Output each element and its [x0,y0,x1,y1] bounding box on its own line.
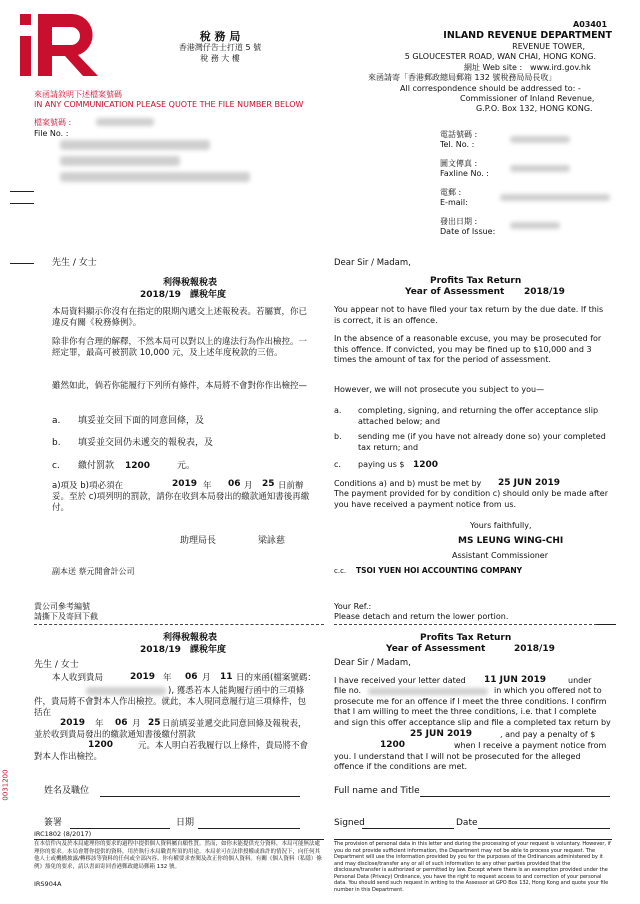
fold-mark [596,624,616,625]
slip-year-en: 2018/19 [514,644,555,654]
slip-pay-penalty-en: , and pay a penalty of $ [500,730,596,739]
deadline-y-zh: 年 [203,481,212,491]
year-zh: 2018/19 [140,290,181,300]
website-link[interactable]: www.ird.gov.hk [530,63,591,72]
year-label-zh: 課稅年度 [190,290,227,300]
cc-zh: 副本送 蔡元開會計公司 [52,567,135,576]
issue-date-redacted [510,222,560,229]
slip-year-label-zh: 課稅年度 [190,645,227,655]
footer-rule [334,839,612,840]
penalty-amount-en: 1200 [413,460,439,470]
slip-under-en: under [568,676,592,685]
form-number-2: IRS904A [34,880,62,888]
closing-en: Yours faithfully, [470,521,532,530]
side-serial-code: 0031200 [1,769,10,801]
website-label: 網址 Web site : [464,63,523,72]
slip-m2-zh: 月 [132,719,141,729]
sign-label-en: Signed [334,818,365,828]
slip-y2-zh: 年 [95,719,104,729]
address-zh-line2: 稅 務 大 樓 [200,54,240,63]
slip-deadline-date-en: 25 JUN 2019 [410,729,473,739]
slip-year-label-en: Year of Assessment [386,644,486,654]
cond-a-label-en: a. [334,406,342,415]
para2-zh: 除非你有合理的解釋，不然本局可以對以上的違法行為作出檢控。一經定罪，最高可被罰款 10,000 元，及上述年度稅款的三倍。 [52,337,308,358]
slip-conditions-zh: ), 獲悉若本人能夠履行函中的三項條件，貴局將不會對本人作出檢控。就此，本人現同意履行這三項條件，包括在 [34,686,307,718]
slip-letter-year-zh: 2019 [130,672,156,682]
slip-salutation-en: Dear Sir / Madam, [334,658,411,668]
para3-zh: 雖然如此，倘若你能履行下列所有條件，本局將不會對你作出檢控— [52,381,308,391]
para2-en: In the absence of a reasonable excuse, you may be prosecuted for this offence. If convicted, you may be fined up to $10,000 and 3 times the amount of tax for the period of assessment. [334,334,602,364]
sign-label-zh: 簽署 [44,818,63,828]
addressee-redacted [60,156,180,166]
slip-received-en: I have received your letter dated [334,676,466,685]
deadline-m-zh: 月 [244,481,253,491]
fax-label-en: Faxline No. : [440,169,490,178]
cond-c-zh: 繳付罰款 [78,461,115,471]
cond-c-label-zh: c. [52,461,60,471]
title-en: Profits Tax Return [430,276,522,286]
sign-line-en [362,828,454,829]
reply-address-en-2: Commissioner of Inland Revenue, [460,94,595,103]
name-label-zh: 姓名及職位 [44,786,90,796]
slip-m-zh: 月 [202,673,211,683]
privacy-notice-zh: 在本信件內及於本局處理你的要求的過程中提供個人資料屬自願性質。然而，如你未能提供充分資料，本局可能無法處理你的要求。本局會將你提供的資料，用於執行本局職責所須的用途。本局並可在法律授權或准許的情況下，向任何其他人士或機構披露/轉移該等資料的任何或全部內容。你有權要求查閱及改正你的個人資料。有關《個人資料（私隱）條例》豁免的要求，請以書面寄回香港郵政總局郵箱 132 號。 [34,841,322,870]
date-line-zh [198,828,300,829]
slip-penalty-zh: 日前填妥並遞交此同意回條及報稅表，並於收到貴局發出的繳款通知書後繳付罰款 [34,719,307,740]
deadline-year-zh: 2019 [172,479,198,489]
issue-date-label-en: Date of Issue: [440,227,496,236]
sign-line-zh [70,828,170,829]
address-en-line2: 5 GLOUCESTER ROAD, WAN CHAI, HONG KONG. [404,52,596,61]
form-code: A03401 [573,20,608,29]
fold-mark [10,191,34,192]
reply-address-en-1: All correspondence should be addressed to: - [400,84,581,93]
issue-date-label-zh: 發出日期 : [440,217,478,226]
tel-label-en: Tel. No. : [440,140,475,149]
signer-name-en: MS LEUNG WING-CHI [458,536,564,546]
cond-a-zh: 填妥並交回下面的同意回條，及 [78,416,205,426]
penalty-amount-zh: 1200 [125,461,151,471]
slip-y-zh: 年 [163,673,172,683]
slip-deadline-day-zh: 25 [148,718,161,728]
email-redacted [500,194,610,201]
file-no-label-en: File No. : [34,129,69,138]
tel-label-zh: 電話號碼 : [440,130,478,139]
fax-label-zh: 圖文傳真 : [440,159,478,168]
detach-instruction-en: Please detach and return the lower portion. [334,612,509,621]
cond-b-label-zh: b. [52,438,61,448]
cc-en: TSOI YUEN HOI ACCOUNTING COMPANY [356,566,523,575]
slip-fileno-label-en: file no. [334,686,362,695]
cond-c-label-en: c. [334,460,341,469]
signer-name-zh: 梁詠慈 [258,536,286,546]
address-en-line1: REVENUE TOWER, [512,42,585,51]
form-number: IRC1802 (8/2017) [34,830,92,838]
slip-understand-en: when I receive a payment notice from you. I understand that I will not be prosecuted for the alleged offence if the conditions are met. [334,741,607,771]
slip-received-zh: 本人收到貴局 [52,673,104,683]
salutation-zh: 先生 / 女士 [52,258,97,268]
slip-letter-day-zh: 11 [220,672,233,682]
file-no-redacted [96,118,154,126]
file-no-label-zh: 檔案號碼 : [34,118,72,127]
quote-instruction-zh: 來函請敘明下述檔案號碼 [34,90,122,99]
slip-penalty-amount-zh: 1200 [88,740,114,750]
deadline-suffix-zh: 日前辦妥。至於 c)項列明的罰款，請你在收到本局發出的繳款通知書後再繳付。 [52,481,310,513]
slip-title-zh: 利得稅報稅表 [162,633,217,643]
slip-understand-zh: 元。本人明白若我履行以上條件，貴局將不會對本人作出檢控。 [34,741,309,762]
date-label-en: Date [456,818,478,828]
deadline-date-en: 25 JUN 2019 [498,478,561,488]
email-label-zh: 電郵 : [440,188,462,197]
tear-line [334,624,612,625]
fold-mark [10,263,34,264]
cond-b-en: sending me (if you have not already done so) your completed tax return; and [358,432,606,452]
deadline-prefix-zh: a)項及 b)項必須在 [52,481,123,491]
privacy-notice-en: The provision of personal data in this letter and during the processing of your request is voluntary. However, if you do not provide sufficient information, the Department may not be able to process your request. The Department will use the information provided by you for the purposes of the Ordinances administered by it and may disclose/transfer any or all of such information to any other parties provided that the disclosure/transfer is authorized or permitted by law. Except where there is an exemption provided under the Personal Data (Privacy) Ordinance, you have the right to request access to and correction of your personal data. You should send such request in writing to the Assessor at GPO Box 132, Hong Kong and quote your file number in this Department. [334,841,611,893]
para3-en: However, we will not prosecute you subject to you— [334,385,545,394]
slip-deadline-month-zh: 06 [115,718,128,728]
address-zh-line1: 香港灣仔告士打道 5 號 [178,43,262,52]
year-label-en: Year of Assessment [405,287,505,297]
slip-year-zh: 2018/19 [140,645,181,655]
dept-name-en: INLAND REVENUE DEPARTMENT [443,30,612,41]
cond-a-en: completing, signing, and returning the offer acceptance slip attached below; and [358,406,599,426]
slip-salutation-zh: 先生 / 女士 [34,660,79,670]
title-zh: 利得稅報稅表 [162,278,217,288]
slip-title-en: Profits Tax Return [420,633,512,643]
quote-instruction-en: IN ANY COMMUNICATION PLEASE QUOTE THE FILE NUMBER BELOW [34,100,304,109]
footer-rule [34,839,324,840]
cond-b-zh: 填妥並交回仍未遞交的報稅表，及 [78,438,214,448]
cond-a-label-zh: a. [52,416,61,426]
slip-conditions-en: in which you offered not to prosecute me for an offence if I meet the three conditions. I confirm that I am willing to meet the three conditions, i.e. that I complete and sign this offer acceptance slip and file a completed tax return by [334,686,611,727]
reply-address-en-3: G.P.O. Box 132, HONG KONG. [476,104,593,113]
para1-zh: 本局資料顯示你沒有在指定的限期內遞交上述報稅表。若屬實，你已違反有關《稅務條例》。 [52,307,308,328]
deadline-month-zh: 06 [228,479,241,489]
ird-logo-icon [20,14,106,76]
dept-name-zh: 稅 務 局 [199,30,241,43]
date-label-zh: 日期 [176,818,195,828]
reply-address-zh: 來函請寄「香港郵政總局郵箱 132 號稅務局局長收」 [368,73,557,82]
name-label-en: Full name and Title [334,786,420,796]
tear-line [34,624,324,625]
cc-label-en: c.c. [334,567,347,575]
year-en: 2018/19 [524,287,565,297]
tel-redacted [510,136,570,143]
deadline-prefix-en: Conditions a) and b) must be met by [334,479,482,488]
fold-mark [10,203,34,204]
cond-c-en: paying us $ [358,460,405,469]
name-line-en [420,796,610,797]
penalty-unit-zh: 元。 [177,461,196,471]
email-label-en: E-mail: [440,198,468,207]
deadline-suffix-en: The payment provided for by condition c) should only be made after you have received a payment notice from us. [334,489,608,509]
slip-letter-date-en: 11 JUN 2019 [484,675,547,685]
addressee-redacted [60,140,210,150]
fax-redacted [510,165,570,172]
your-ref-en: Your Ref.: [334,602,372,611]
name-line-zh [100,796,300,797]
date-line-en [478,828,610,829]
signer-title-en: Assistant Commissioner [452,551,549,560]
para1-en: You appear not to have filed your tax return by the due date. If this is correct, it is an offence. [334,305,604,325]
slip-penalty-amount-en: 1200 [380,740,406,750]
slip-deadline-year-zh: 2019 [60,718,86,728]
signer-title-zh: 助理局長 [180,536,217,546]
detach-instruction-zh: 請撕下及寄回下截 [34,612,98,621]
salutation-en: Dear Sir / Madam, [334,258,411,268]
slip-fileno-zh: 日的來函(檔案號碼： [236,673,316,683]
slip-letter-month-zh: 06 [185,672,198,682]
cond-b-label-en: b. [334,432,342,441]
addressee-redacted [60,172,250,182]
your-ref-zh: 貴公司參考編號 [34,602,90,611]
deadline-day-zh: 25 [262,479,275,489]
